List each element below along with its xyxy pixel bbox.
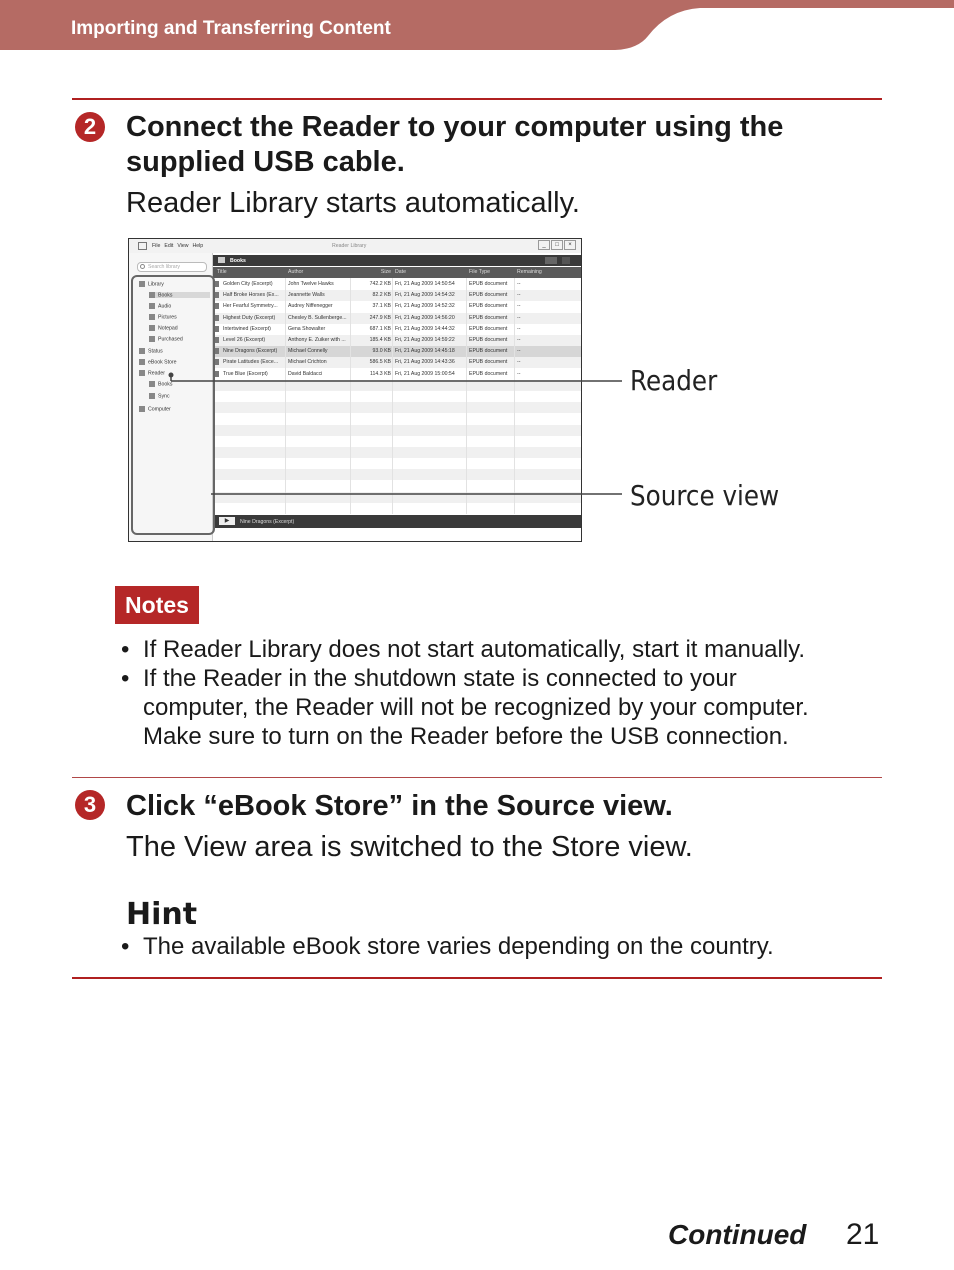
table-cell: 37.1 KB (372, 303, 391, 310)
table-cell: David Baldacci (288, 370, 323, 377)
table-cell: Audrey Niffenegger (288, 303, 333, 310)
table-cell: Fri, 21 Aug 2009 14:45:18 (395, 348, 455, 355)
table-cell: 185.4 KB (369, 337, 391, 343)
menu-item-file[interactable]: File (152, 243, 161, 249)
table-cell: -- (517, 337, 521, 343)
table-cell: Fri, 21 Aug 2009 14:50:54 (395, 281, 455, 287)
step-title-line: supplied USB cable. (126, 146, 405, 178)
column-header-size[interactable]: Size (380, 269, 391, 275)
notes-list (121, 635, 809, 751)
column-header-title[interactable]: Title (217, 269, 227, 275)
note-text-line: Make sure to turn on the Reader before the USB connection. (143, 723, 789, 750)
note-item (121, 664, 809, 751)
table-cell: 82.2 KB (372, 292, 391, 299)
bullet-dot: • (121, 636, 130, 663)
source-item-label: Books (158, 292, 173, 299)
source-item-label: Books (158, 381, 173, 388)
table-cell: -- (517, 359, 521, 366)
menu-item-edit[interactable]: Edit (164, 243, 174, 249)
table-cell: -- (517, 370, 521, 377)
hint-list (121, 932, 774, 961)
notes-label: Notes (115, 586, 199, 624)
table-cell: Pirate Latitudes (Exce... (223, 359, 279, 366)
source-item-label: Sync (158, 393, 170, 400)
table-cell: -- (517, 281, 521, 287)
source-item-label: Computer (148, 406, 171, 413)
table-cell: 742.2 KB (369, 281, 391, 287)
table-cell: Fri, 21 Aug 2009 14:44:32 (395, 325, 455, 332)
column-header-remaining[interactable]: Remaining (517, 269, 542, 275)
table-cell: 247.9 KB (369, 314, 391, 321)
table-cell: 93.0 KB (372, 348, 391, 355)
bullet-dot: • (121, 665, 130, 692)
table-cell: Fri, 21 Aug 2009 14:52:32 (395, 303, 455, 310)
table-cell: 114.3 KB (370, 370, 391, 377)
window-title: Reader Library (332, 243, 367, 249)
menu-item-view[interactable]: View (177, 243, 189, 249)
continued-label: Continued (668, 1219, 807, 1250)
table-cell: -- (517, 303, 521, 310)
section-divider (72, 777, 882, 778)
close-button[interactable]: × (564, 240, 576, 250)
source-item-label: Pictures (158, 314, 177, 321)
table-cell: -- (517, 348, 521, 355)
bullet-dot: • (121, 933, 130, 960)
section-title: Books (230, 258, 246, 264)
table-cell: Intertwined (Excerpt) (223, 325, 271, 332)
step-number-badge: 3 (75, 790, 105, 820)
step-description: Reader Library starts automatically. (126, 187, 580, 219)
table-cell: EPUB document (469, 281, 508, 287)
table-cell: Fri, 21 Aug 2009 15:00:54 (395, 370, 455, 377)
table-cell: 687.1 KB (369, 325, 391, 332)
table-cell: Jeannette Walls (288, 292, 325, 299)
callout-lines (0, 0, 954, 600)
table-cell: -- (517, 292, 521, 299)
source-item-label: Audio (158, 303, 172, 310)
table-cell: Gena Showalter (288, 325, 326, 332)
hint-title: Hint (126, 897, 198, 932)
column-header-author[interactable]: Author (288, 269, 304, 275)
table-cell: EPUB document (469, 314, 508, 321)
table-cell: -- (517, 314, 521, 321)
maximize-button[interactable]: □ (551, 240, 563, 250)
table-cell: EPUB document (469, 292, 508, 299)
menu-item-help[interactable]: Help (192, 243, 204, 249)
column-header-file-type[interactable]: File Type (469, 269, 490, 275)
source-item-label: Library (148, 281, 164, 288)
table-cell: Golden City (Excerpt) (223, 281, 273, 287)
table-cell: EPUB document (469, 337, 508, 343)
table-cell: Fri, 21 Aug 2009 14:56:20 (395, 314, 455, 321)
now-playing-title: Nine Dragons (Excerpt) (240, 519, 295, 525)
section-divider (72, 977, 882, 979)
note-text-line: computer, the Reader will not be recognized by your computer. (143, 694, 809, 721)
source-item-label: Purchased (158, 336, 183, 343)
minimize-button[interactable]: _ (538, 240, 550, 250)
note-text-line: If Reader Library does not start automatically, start it manually. (143, 636, 806, 663)
section-header-title: Importing and Transferring Content (71, 18, 391, 39)
callout-source-view: Source view (630, 479, 780, 512)
source-item-label: Notepad (158, 325, 178, 332)
note-item (121, 635, 809, 664)
table-cell: Fri, 21 Aug 2009 14:59:22 (395, 337, 455, 343)
table-cell: EPUB document (469, 370, 508, 377)
table-cell: Anthony E. Zuiker with ... (288, 337, 346, 343)
page-number: 21 (846, 1218, 880, 1251)
table-cell: Michael Crichton (288, 359, 327, 366)
table-cell: Half Broke Horses (Ex... (223, 292, 279, 299)
table-cell: EPUB document (469, 325, 508, 332)
table-cell: 586.5 KB (369, 359, 391, 366)
source-item-label: Status (148, 348, 163, 355)
search-placeholder: Search library (148, 264, 181, 270)
table-cell: Highest Duty (Excerpt) (223, 314, 276, 321)
hint-item (121, 932, 774, 961)
callout-reader: Reader (630, 364, 718, 397)
table-cell: EPUB document (469, 303, 508, 310)
column-header-date[interactable]: Date (395, 269, 406, 275)
table-cell: Level 26 (Excerpt) (223, 337, 266, 343)
source-item-label: eBook Store (148, 359, 177, 366)
table-cell: -- (517, 325, 521, 332)
table-cell: Nine Dragons (Excerpt) (223, 348, 278, 355)
table-cell: Fri, 21 Aug 2009 14:43:36 (395, 359, 455, 366)
step-title-line: Connect the Reader to your computer using the (126, 111, 784, 143)
table-cell: John Twelve Hawks (288, 281, 334, 287)
step-number-badge: 2 (75, 112, 105, 142)
table-cell: EPUB document (469, 359, 508, 366)
step-description: The View area is switched to the Store view. (126, 831, 693, 863)
table-cell: True Blue (Excerpt) (223, 370, 268, 377)
note-text-line: If the Reader in the shutdown state is connected to your (143, 665, 737, 692)
table-cell: Chesley B. Sullenberge... (288, 314, 347, 321)
hint-text: The available eBook store varies depending on the country. (143, 933, 774, 960)
play-button[interactable]: ▶ (219, 517, 235, 525)
table-cell: Her Fearful Symmetry... (223, 303, 278, 310)
step-title: Click “eBook Store” in the Source view. (126, 790, 673, 822)
table-cell: Fri, 21 Aug 2009 14:54:32 (395, 292, 455, 299)
table-cell: EPUB document (469, 348, 508, 355)
source-item-label: Reader (148, 370, 166, 377)
table-cell: Michael Connelly (288, 348, 328, 355)
